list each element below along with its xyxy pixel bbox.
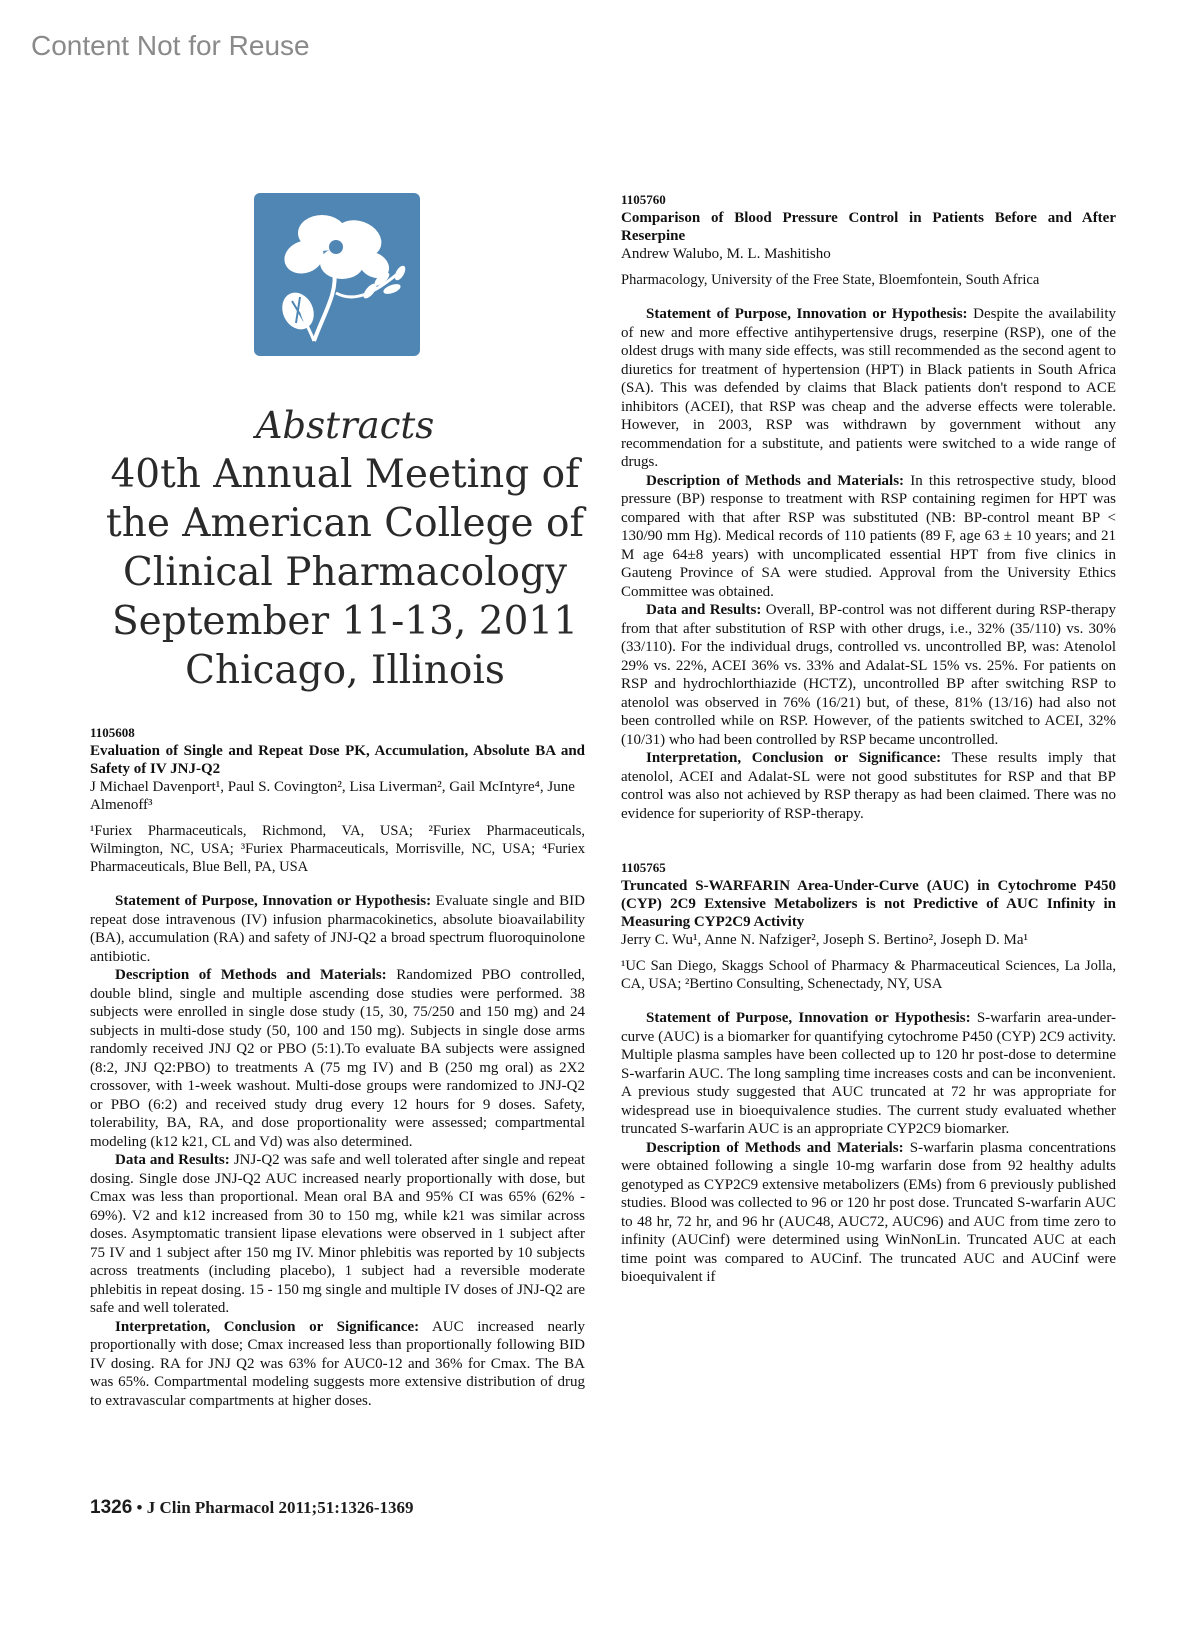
right-column xyxy=(621,191,1116,1287)
meeting-title-line: Clinical Pharmacology xyxy=(122,550,568,595)
section-text: Randomized PBO controlled, double blind, single and multiple ascending dose studies were performed. 38 subjects were enrolled in single dose study (15, 30, 75/250 and 150 mg) and 24 subjects in multi-dose study (50, 100 and 150 mg). Subjects in single dose arms randomly received JNJ Q2 or PBO (5:1).To evaluate BA subjects were assigned (8:2, JNJ Q2:PBO) to treatments A (75 mg IV) and B (250 mg oral) as 2X2 crossover, with 1-week washout. Multi-dose groups were randomized to JNJ-Q2 or PBO (6:2) and received study drug every 12 hours for 9 doses. Safety, tolerability, BA, RA, and dose proportionality were assessed; compartmental modeling (k12 k21, CL and Vd) was also determined. xyxy=(90,967,585,1150)
section-text: Evaluate single and BID repeat dose intravenous (IV) infusion pharmacokinetics, absolute bioavailability (BA), accumulation (RA) and safety of JNJ-Q2 a broad spectrum fluoroquinolone antibiotic. xyxy=(90,893,586,965)
abstract-section xyxy=(621,1139,1116,1287)
abstract-section xyxy=(90,1318,585,1411)
abstract-affiliations: Pharmacology, University of the Free State, Bloemfontein, South Africa xyxy=(621,272,1040,288)
abstracts-heading: Abstracts xyxy=(255,404,435,447)
meeting-title-line: 40th Annual Meeting of xyxy=(110,452,580,497)
section-label: Description of Methods and Materials: xyxy=(646,472,905,489)
section-text: In this retrospective study, blood pressure (BP) response to treatment with RSP containing regimen for HPT was compared with that after RSP was substituted (NB: BP-control meant BP < 130/90 mm Hg). Medical records of 110 patients (89 F, age 63 ± 10 years; and 21 M age 64±8 years) with uncomplicated essential HPT from five clinics in Gauteng Province of SA were studied. Approval from the University Ethics Committee was obtained. xyxy=(621,472,1117,600)
abstract-1105760 xyxy=(621,191,1116,823)
journal-citation: J Clin Pharmacol 2011;51:1326-1369 xyxy=(146,1498,414,1517)
abstract-section xyxy=(621,305,1116,472)
section-label: Description of Methods and Materials: xyxy=(115,967,387,983)
section-label: Data and Results: xyxy=(646,602,762,618)
page-number: 1326 xyxy=(90,1497,133,1518)
abstract-affiliations: ¹UC San Diego, Skaggs School of Pharmacy & Pharmaceutical Sciences, La Jolla, CA, USA; ²Bertino Consulting, Schenectady, NY, USA xyxy=(621,958,1116,992)
section-label: Interpretation, Conclusion or Significance: xyxy=(646,750,942,766)
section-text: These results imply that atenolol, ACEI and Adalat-SL were not good substitutes for RSP and that BP control was also not achieved by RSP therapy as had been claimed. There was no evidence for superiority of RSP-therapy. xyxy=(621,750,1116,822)
page-footer xyxy=(90,1497,414,1519)
watermark: Content Not for Reuse xyxy=(31,30,310,61)
abstract-id: 1105760 xyxy=(621,192,666,207)
abstract-id: 1105608 xyxy=(90,725,135,740)
section-label: Statement of Purpose, Innovation or Hypothesis: xyxy=(115,893,432,909)
abstract-1105765 xyxy=(621,859,1116,1287)
left-column xyxy=(90,724,585,1410)
abstract-section xyxy=(621,472,1116,602)
section-label: Description of Methods and Materials: xyxy=(646,1139,904,1156)
section-text: Despite the availability of new and more effective antihypertensive drugs, reserpine (RSP), one of the oldest drugs with many side effects, was still recommended as the second agent to diuretics for treatment of hypertension (HPT) in Black patients in South Africa (SA). This was defended by claims that Black patients don't respond to ACE inhibitors (ACEI), that RSP was cheap and the adverse effects were tolerable. However, in 2003, RSP was withdrawn by government without any recommendation for a substitute, and patients were switched to a wide range of drugs. xyxy=(621,306,1117,470)
abstract-section xyxy=(90,892,585,966)
section-text: Overall, BP-control was not different during RSP-therapy from that after substitution of RSP with other drugs, i.e., 32% (35/110) vs. 30% (33/110). For the individual drugs, controlled vs. uncontrolled BP, was: Atenolol 29% vs. 22%, ACEI 36% vs. 33% and Adalat-SL 15% vs. 25%. For patients on RSP and hydrochlorthiazide (HCTZ), uncontrolled BP after switching RSP to atenolol was observed in 76% (16/21) but, of these, 81% (13/16) had also not been controlled while on RSP. However, of the patients switched to ACEI, 32% (10/31) who had been controlled by RSP became uncontrolled. xyxy=(621,602,1116,748)
section-text: AUC increased nearly proportionally with dose; Cmax increased less than proportionally following BID IV dosing. RA for JNJ Q2 was 63% for AUC0-12 and 36% for Cmax. The BA was 65%. Compartmental modeling suggests more extensive distribution of drug to extravascular compartments at higher doses. xyxy=(90,1318,585,1409)
section-label: Statement of Purpose, Innovation or Hypothesis: xyxy=(646,306,968,322)
meeting-title-block xyxy=(80,402,610,695)
abstract-title: Comparison of Blood Pressure Control in Patients Before and After Reserpine xyxy=(621,210,1116,244)
section-label: Data and Results: xyxy=(115,1152,230,1168)
footer-bullet: • xyxy=(136,1498,143,1517)
section-text: JNJ-Q2 was safe and well tolerated after single and repeat dosing. Single dose JNJ-Q2 AUC increased nearly proportionally with dose, but Cmax was less than proportional. Mean oral BA and 95% CI was 65% (62% - 69%). V2 and k12 increased from 30 to 150 mg, while k21 was similar across doses. Asymptomatic transient lipase elevations were observed in 1 subject after 75 IV and 1 subject after 150 mg IV. Minor phlebitis was reported by 10 subjects across treatments (including placebo), 1 subject had a reversible moderate phlebitis in repeat dosing. 15 - 150 mg single and multiple IV doses of JNJ-Q2 are safe and well tolerated. xyxy=(90,1152,586,1316)
abstract-spacer xyxy=(621,823,1116,859)
abstract-section xyxy=(621,749,1116,823)
flower-icon xyxy=(254,193,420,356)
abstract-authors: Jerry C. Wu¹, Anne N. Nafziger², Joseph S. Bertino², Joseph D. Ma¹ xyxy=(621,932,1029,948)
section-label: Statement of Purpose, Innovation or Hypothesis: xyxy=(646,1010,971,1026)
journal-logo xyxy=(254,193,420,356)
abstract-section xyxy=(621,601,1116,749)
abstract-1105608 xyxy=(90,724,585,1410)
abstract-section xyxy=(90,1151,585,1318)
meeting-title-line: the American College of xyxy=(106,501,584,546)
abstract-id: 1105765 xyxy=(621,860,666,875)
section-text: S-warfarin area-under-curve (AUC) is a biomarker for quantifying cytochrome P450 (CYP) 2C9 activity. Multiple plasma samples have been collected up to 120 hr post-dose to determine S-warfarin AUC. The long sampling time increases costs and can be inconvenient. A previous study suggested that AUC truncated at 72 hr was appropriate for widespread use in bioequivalence studies. The current study evaluated whether truncated S-warfarin AUC is an appropriate CYP2C9 biomarker. xyxy=(621,1010,1117,1137)
abstract-affiliations: ¹Furiex Pharmaceuticals, Richmond, VA, USA; ²Furiex Pharmaceuticals, Wilmington, NC, USA; ³Furiex Pharmaceuticals, Morrisville, NC, USA; ⁴Furiex Pharmaceuticals, Blue Bell, PA, USA xyxy=(90,823,585,875)
abstract-section xyxy=(90,966,585,1151)
section-label: Interpretation, Conclusion or Significance: xyxy=(115,1318,420,1335)
meeting-location: Chicago, Illinois xyxy=(185,648,505,693)
abstract-title: Truncated S-WARFARIN Area-Under-Curve (AUC) in Cytochrome P450 (CYP) 2C9 Extensive Metabolizers is not Predictive of AUC Infinity in Measuring CYP2C9 Activity xyxy=(621,878,1116,930)
abstract-section xyxy=(621,1009,1116,1139)
abstract-authors: Andrew Walubo, M. L. Mashitisho xyxy=(621,246,831,262)
abstract-authors: J Michael Davenport¹, Paul S. Covington², Lisa Liverman², Gail McIntyre⁴, June Almenoff³ xyxy=(90,779,575,813)
meeting-date: September 11-13, 2011 xyxy=(111,599,579,644)
abstract-title: Evaluation of Single and Repeat Dose PK, Accumulation, Absolute BA and Safety of IV JNJ-Q2 xyxy=(90,743,585,777)
section-text: S-warfarin plasma concentrations were obtained following a single 10-mg warfarin dose from 92 healthy adults genotyped as CYP2C9 extensive metabolizers (EMs) from 6 previously published studies. Blood was collected to 96 or 120 hr post dose. Truncated S-warfarin AUC to 48 hr, 72 hr, and 96 hr (AUC48, AUC72, AUC96) and AUC from time zero to infinity (AUCinf) were determined using WinNonLin. Truncated AUC at each time point was compared to AUCinf. The truncated AUC and AUCinf were bioequivalent if xyxy=(621,1139,1117,1285)
